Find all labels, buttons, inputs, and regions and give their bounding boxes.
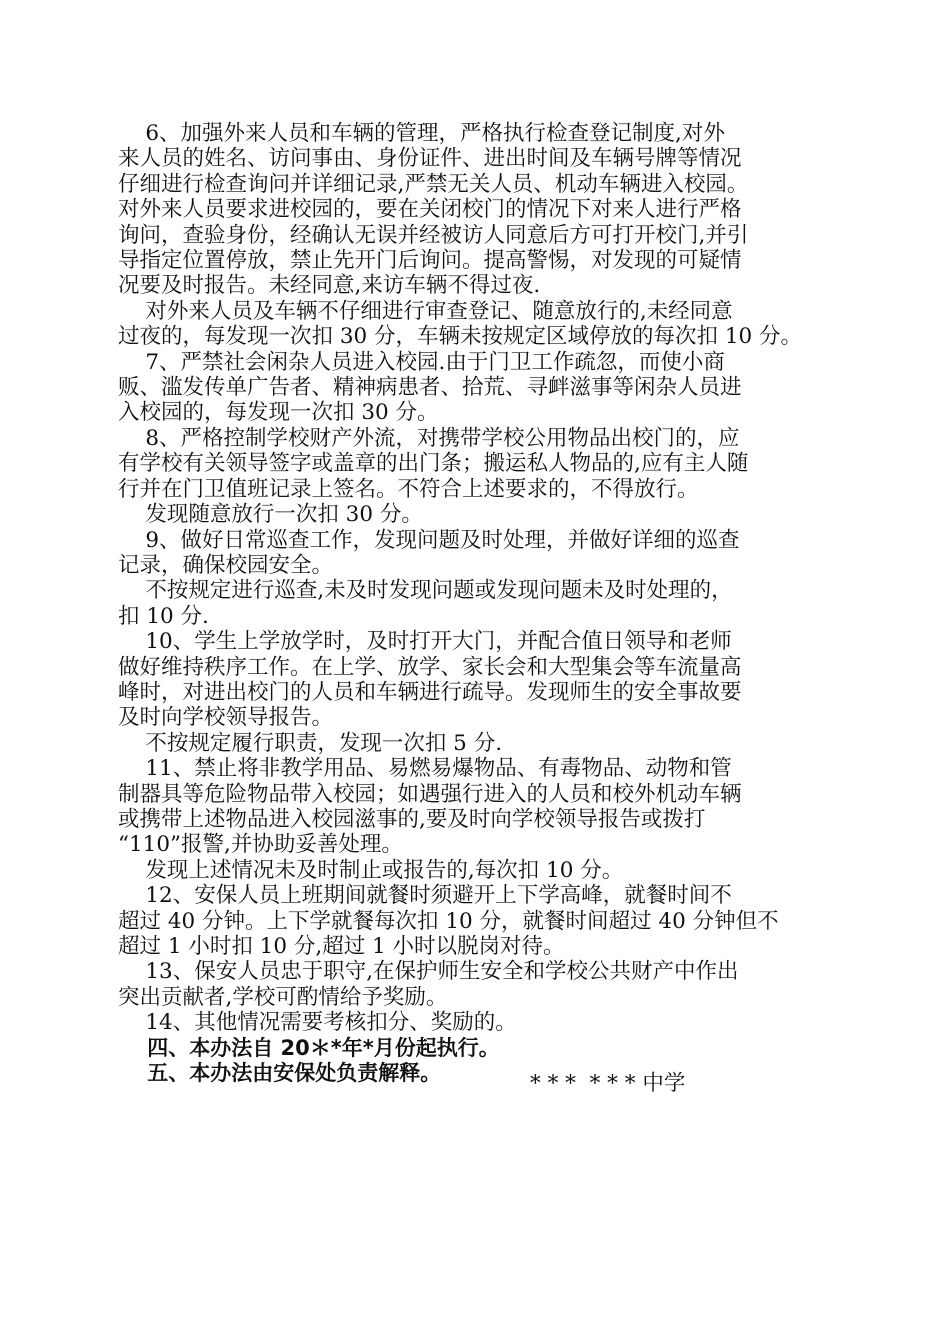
paragraph-item-9: 9、做好日常巡查工作，发现问题及时处理，并做好详细的巡查 记录，确保校园安全。	[118, 527, 740, 578]
paragraph-item-14: 14、其他情况需要考核扣分、奖励的。	[118, 1010, 517, 1036]
paragraph-item-7: 7、严禁社会闲杂人员进入校园.由于门卫工作疏忽，而使小商 贩、滥发传单广告者、精神病患者、拾荒、寻衅滋事等闲杂人员进 入校园的，每发现一次扣 30 分。	[118, 349, 742, 426]
paragraph-item-13: 13、保安人员忠于职守,在保护师生安全和学校公共财产中作出 突出贡献者,学校可酌情给予奖励。	[118, 959, 739, 1010]
paragraph-item-8: 8、严格控制学校财产外流，对携带学校公用物品出校门的，应 有学校有关领导签字或盖章的出门条；搬运私人物品的,应有主人随 行并在门卫值班记录上签名。不符合上述要求的，不得放行。	[118, 425, 749, 502]
paragraph-item-12: 12、安保人员上班期间就餐时须避开上下学高峰，就餐时间不 超过 40 分钟。上下学就餐每次扣 10 分，就餐时间超过 40 分钟但不 超过 1 小时扣 10 分,超过 1 小时以脱岗对待。	[118, 883, 779, 959]
paragraph-item-9-penalty: 不按规定进行巡查,未及时发现问题或发现问题未及时处理的， 扣 10 分.	[118, 578, 733, 629]
paragraph-item-11: 11、禁止将非教学用品、易燃易爆物品、有毒物品、动物和管 制器具等危险物品带入校园；如遇强行进入的人员和校外机动车辆 或携带上述物品进入校园滋事的,要及时向学校领导报告或拨打 “110”报警,并协助妥善处理。	[118, 756, 742, 858]
section-heading-five: 五、本办法由安保处负责解释。	[118, 1061, 442, 1086]
section-heading-four: 四、本办法自 20＊*年*月份起执行。	[118, 1035, 500, 1060]
school-signature: * * * * * * 中学	[530, 1071, 686, 1096]
document-body	[118, 121, 848, 1086]
paragraph-item-11-penalty: 发现上述情况未及时制止或报告的,每次扣 10 分。	[118, 857, 624, 883]
paragraph-item-6-penalty: 对外来人员及车辆不仔细进行审查登记、随意放行的,未经同意 过夜的，每发现一次扣 30 分，车辆未按规定区域停放的每次扣 10 分。	[118, 298, 803, 350]
paragraph-item-10-penalty: 不按规定履行职责，发现一次扣 5 分.	[118, 730, 503, 756]
paragraph-item-6: 6、加强外来人员和车辆的管理，严格执行检查登记制度,对外 来人员的姓名、访问事由、身份证件、进出时间及车辆号牌等情况 仔细进行检查询问并详细记录,严禁无关人员、机动车辆进入校园。 对外来人员要求进校园的，要在关闭校门的情况下对来人进行严格 询问，查验身份，经确认无误并经被访人同意后方可打开校门,并引 导指定位置停放，禁止先开门后询问。提高警惕，对发现的可疑情 况要及时报告。未经同意,来访车辆不得过夜.	[118, 121, 749, 299]
paragraph-item-10: 10、学生上学放学时，及时打开大门，并配合值日领导和老师 做好维持秩序工作。在上学、放学、家长会和大型集会等车流量高 峰时，对进出校门的人员和车辆进行疏导。发现师生的安全事故要 及时向学校领导报告。	[118, 629, 742, 731]
paragraph-item-8-penalty: 发现随意放行一次扣 30 分。	[118, 502, 423, 528]
